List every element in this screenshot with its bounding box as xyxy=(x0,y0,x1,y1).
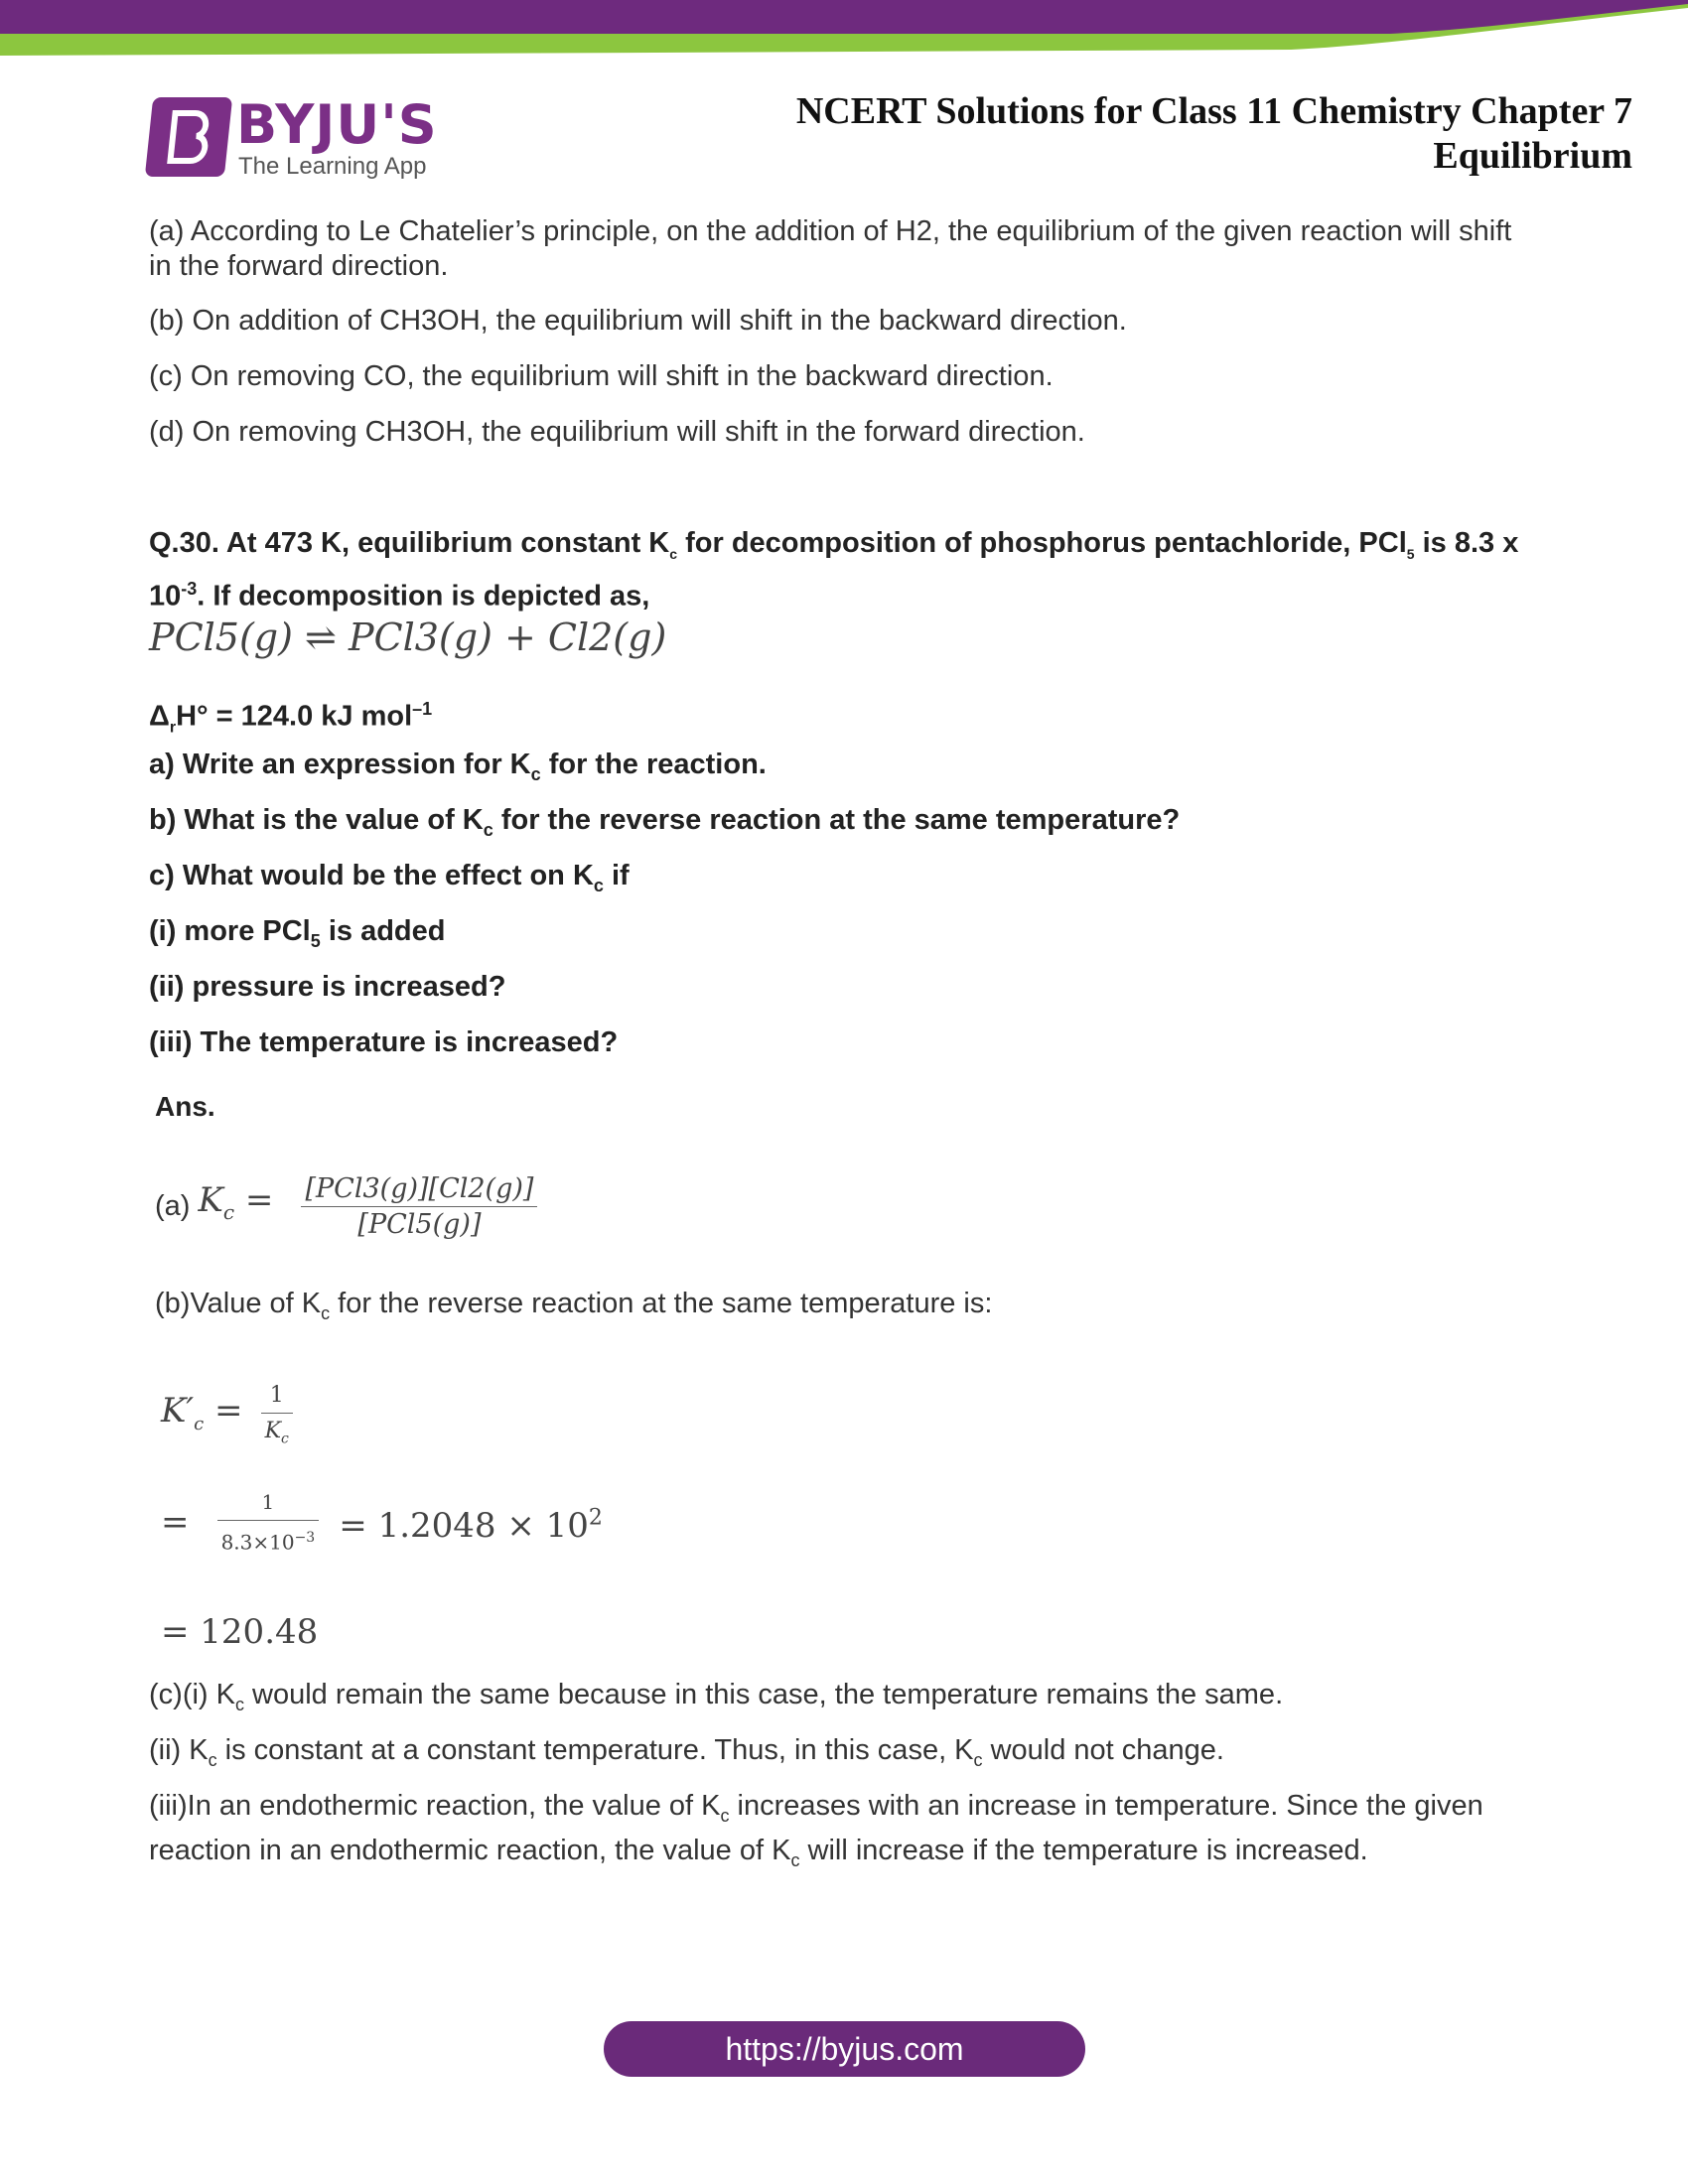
reaction-equation: PCl5(g) ⇌ PCl3(g) + Cl2(g) xyxy=(149,615,667,659)
answer-label: Ans. xyxy=(155,1091,215,1122)
question-part-c-ii: (ii) pressure is increased? xyxy=(149,971,506,1003)
enthalpy-value: $\Delta_rH^\circ = 124.0$ kJ mol$^{-1}$ xyxy=(149,699,433,737)
answer-c-i: (c)(i) $K_c$ would remain the same because in this case, the temperature remains the same. xyxy=(149,1679,1284,1714)
logo-tagline: The Learning App xyxy=(238,153,427,180)
question-part-b: b) What is the value of $K_c$ for the reverse reaction at the same temperature? xyxy=(149,804,1181,840)
header-band xyxy=(0,0,1688,60)
logo-wordmark: BYJU'S xyxy=(236,93,438,156)
answer-b-intro: (b)Value of $K_c$ for the reverse reaction at the same temperature is: xyxy=(155,1288,993,1323)
question-part-c: c) What would be the effect on $K_c$ if xyxy=(149,860,630,895)
question-part-c-iii: (iii) The temperature is increased? xyxy=(149,1026,619,1058)
prev-answer-d: (d) On removing CH3OH, the equilibrium will shift in the forward direction. xyxy=(149,416,1085,448)
byjus-logo xyxy=(149,93,438,183)
answer-c-iii: (iii)In an endothermic reaction, the value of $K_c$ increases with an increase in temperature. Since the given reaction in an endothermic reaction, the value of $K_c$ will increase if the temperature is increased. xyxy=(149,1790,1483,1870)
answer-c-ii: (ii) $K_c$ is constant at a constant temperature. Thus, in this case, $K_c$ would not change. xyxy=(149,1734,1224,1770)
page-title xyxy=(639,89,1632,179)
prev-answer-b: (b) On addition of CH3OH, the equilibrium will shift in the backward direction. xyxy=(149,305,1127,337)
kc-denominator: [PCl5(g)] xyxy=(357,1209,482,1240)
question-part-c-i: (i) more PCl$_5$ is added xyxy=(149,915,446,951)
question-30-statement: Q.30. At 473 K, equilibrium constant $K_c$ for decomposition of phosphorus pentachloride, PCl$_5$ is 8.3 x $10^{-3}$. If decomposition is depicted as, xyxy=(149,527,1519,613)
title-line-2: Equilibrium xyxy=(1433,135,1632,177)
question-part-a: a) Write an expression for $K_c$ for the reaction. xyxy=(149,749,767,784)
kc-reverse-final: = 120.48 xyxy=(161,1612,319,1652)
kc-reverse-formula: $K'_c$ = $\frac{1}{K_c}$ xyxy=(161,1378,1551,1447)
kc-reverse-calculation: = $\frac{1}{8.3\times 10^{-3}}$ = $1.2048 \times 10^2$ xyxy=(161,1485,1551,1555)
answer-a-expression: (a) $K_c$ = $\frac{\text{[PCl3(g)][Cl2(g)]}}{\text{[PCl5(g)]}}$ xyxy=(155,1171,1545,1251)
title-line-1: NCERT Solutions for Class 11 Chemistry Chapter 7 xyxy=(795,90,1632,132)
logo-mark-icon xyxy=(145,97,232,177)
prev-answer-a: (a) According to Le Chatelier’s principle, on the addition of H2, the equilibrium of the given reaction will shift in the forward direction. xyxy=(149,215,1512,282)
footer-url-link[interactable]: https://byjus.com xyxy=(604,2021,1085,2077)
prev-answer-c: (c) On removing CO, the equilibrium will shift in the backward direction. xyxy=(149,360,1054,392)
kc-numerator: [PCl3(g)][Cl2(g)] xyxy=(301,1171,537,1207)
